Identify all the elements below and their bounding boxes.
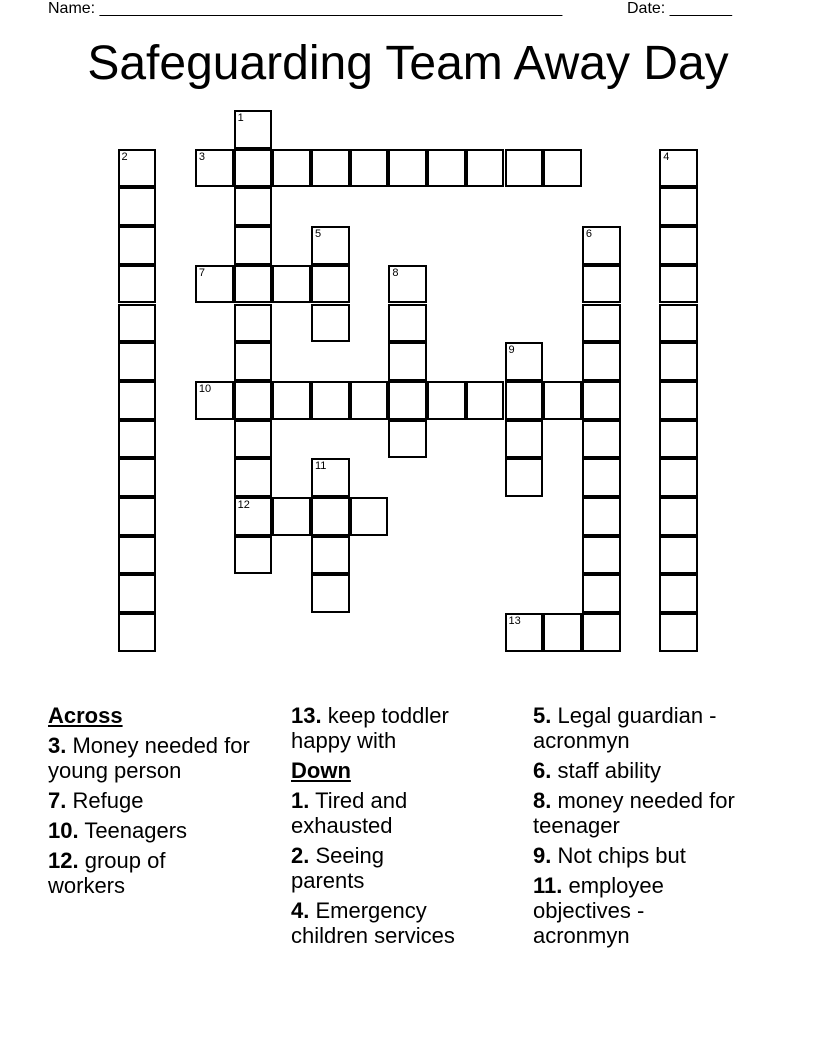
clue-text: Refuge bbox=[72, 788, 144, 813]
crossword-cell[interactable] bbox=[466, 149, 505, 188]
crossword-cell[interactable] bbox=[118, 458, 157, 497]
crossword-cell[interactable] bbox=[234, 536, 273, 575]
crossword-cell[interactable] bbox=[350, 149, 389, 188]
crossword-cell[interactable] bbox=[234, 226, 273, 265]
crossword-cell[interactable] bbox=[311, 265, 350, 304]
crossword-cell[interactable] bbox=[272, 149, 311, 188]
crossword-cell[interactable] bbox=[582, 613, 621, 652]
crossword-cell[interactable] bbox=[311, 458, 350, 497]
crossword-cell[interactable] bbox=[659, 574, 698, 613]
crossword-cell[interactable] bbox=[234, 187, 273, 226]
cell-number: 6 bbox=[585, 228, 593, 241]
crossword-cell[interactable] bbox=[195, 381, 234, 420]
crossword-cell[interactable] bbox=[543, 149, 582, 188]
crossword-cell[interactable] bbox=[118, 342, 157, 381]
crossword-cell[interactable] bbox=[582, 497, 621, 536]
cell-number: 5 bbox=[315, 228, 322, 241]
name-field[interactable]: Name: ____________________________________________________ bbox=[48, 0, 563, 17]
clue-number: 13. bbox=[291, 703, 322, 728]
crossword-cell[interactable] bbox=[311, 149, 350, 188]
clue-text: Not chips but bbox=[557, 843, 686, 868]
crossword-cell[interactable] bbox=[659, 536, 698, 575]
clue-text: Teenagers bbox=[84, 818, 188, 843]
page-title: Safeguarding Team Away Day bbox=[87, 37, 729, 90]
crossword-cell[interactable] bbox=[388, 342, 427, 381]
crossword-cell[interactable] bbox=[388, 149, 427, 188]
clue-text: Money needed for young person bbox=[48, 733, 250, 783]
crossword-cell[interactable] bbox=[118, 574, 157, 613]
crossword-cell[interactable] bbox=[582, 574, 621, 613]
clue-column-3 bbox=[533, 703, 743, 953]
crossword-cell[interactable] bbox=[427, 149, 466, 188]
crossword-cell[interactable] bbox=[234, 420, 273, 459]
clue-column-2 bbox=[291, 703, 491, 953]
crossword-cell[interactable] bbox=[118, 613, 157, 652]
clue-down-5 bbox=[533, 703, 743, 753]
cell-number: 4 bbox=[663, 150, 670, 163]
crossword-cell[interactable] bbox=[311, 574, 350, 613]
crossword-cell[interactable] bbox=[388, 304, 427, 343]
crossword-cell[interactable] bbox=[311, 381, 350, 420]
crossword-cell[interactable] bbox=[659, 265, 698, 304]
crossword-cell[interactable] bbox=[505, 342, 544, 381]
clue-text: employee objectives - acronmyn bbox=[533, 873, 664, 948]
crossword-cell[interactable] bbox=[659, 613, 698, 652]
crossword-cell[interactable] bbox=[311, 304, 350, 343]
crossword-cell[interactable] bbox=[466, 381, 505, 420]
cell-number: 3 bbox=[198, 150, 206, 163]
crossword-cell[interactable] bbox=[195, 149, 234, 188]
crossword-cell[interactable] bbox=[543, 381, 582, 420]
clue-down-6 bbox=[533, 758, 743, 783]
date-field[interactable]: Date: _______ bbox=[627, 0, 732, 17]
crossword-cell[interactable] bbox=[427, 381, 466, 420]
clue-down-9 bbox=[533, 843, 743, 868]
cell-number: 1 bbox=[237, 112, 244, 124]
crossword-cell[interactable] bbox=[659, 149, 698, 188]
clue-across-12 bbox=[48, 848, 208, 898]
crossword-cell[interactable] bbox=[234, 110, 273, 149]
cell-number: 12 bbox=[237, 499, 250, 511]
clue-down-2 bbox=[291, 843, 431, 893]
crossword-cell[interactable] bbox=[118, 536, 157, 575]
crossword-cell[interactable] bbox=[659, 381, 698, 420]
crossword-cell[interactable] bbox=[311, 226, 350, 265]
clue-number: 7. bbox=[48, 788, 67, 813]
clue-text: Legal guardian - acronmyn bbox=[533, 703, 717, 753]
clue-across-3 bbox=[48, 733, 283, 783]
clue-number: 12. bbox=[48, 848, 79, 873]
crossword-cell[interactable] bbox=[234, 304, 273, 343]
crossword-cell[interactable] bbox=[505, 613, 544, 652]
clue-across-7 bbox=[48, 788, 283, 813]
clue-text: money needed for teenager bbox=[533, 788, 735, 838]
crossword-cell[interactable] bbox=[388, 265, 427, 304]
cell-number: 11 bbox=[315, 460, 327, 473]
crossword-cell[interactable] bbox=[234, 342, 273, 381]
clue-down-8 bbox=[533, 788, 743, 838]
clue-text: keep toddler happy with bbox=[291, 703, 449, 753]
crossword-cell[interactable] bbox=[659, 420, 698, 459]
clue-number: 8. bbox=[533, 788, 552, 813]
clue-number: 4. bbox=[291, 898, 310, 923]
clue-text: Emergency children services bbox=[291, 898, 455, 948]
clue-number: 3. bbox=[48, 733, 67, 758]
crossword-cell[interactable] bbox=[659, 342, 698, 381]
crossword-cell[interactable] bbox=[582, 304, 621, 343]
crossword-cell[interactable] bbox=[505, 458, 544, 497]
crossword-cell[interactable] bbox=[388, 420, 427, 459]
crossword-cell[interactable] bbox=[234, 381, 273, 420]
cell-number: 13 bbox=[508, 615, 521, 628]
clue-text: Tired and exhausted bbox=[291, 788, 408, 838]
clue-down-11 bbox=[533, 873, 693, 948]
clue-text: group of workers bbox=[48, 848, 166, 898]
crossword-cell[interactable] bbox=[505, 381, 544, 420]
clue-number: 2. bbox=[291, 843, 310, 868]
crossword-cell[interactable] bbox=[582, 265, 621, 304]
crossword-cell[interactable] bbox=[118, 381, 157, 420]
crossword-cell[interactable] bbox=[272, 265, 311, 304]
down-heading: Down bbox=[291, 758, 351, 783]
crossword-cell[interactable] bbox=[118, 149, 157, 188]
cell-number: 10 bbox=[198, 382, 212, 395]
clue-number: 6. bbox=[533, 758, 552, 783]
clue-text: Seeing parents bbox=[291, 843, 384, 893]
crossword-cell[interactable] bbox=[311, 497, 350, 536]
crossword-cell[interactable] bbox=[311, 536, 350, 575]
crossword-cell[interactable] bbox=[118, 497, 157, 536]
clue-number: 11. bbox=[533, 873, 563, 898]
clue-column-1 bbox=[48, 703, 283, 903]
crossword-cell[interactable] bbox=[659, 226, 698, 265]
clue-number: 10. bbox=[48, 818, 79, 843]
crossword-cell[interactable] bbox=[118, 265, 157, 304]
crossword-cell[interactable] bbox=[272, 381, 311, 420]
crossword-cell[interactable] bbox=[234, 149, 273, 188]
cell-number: 9 bbox=[508, 344, 515, 357]
crossword-cell[interactable] bbox=[659, 497, 698, 536]
crossword-cell[interactable] bbox=[350, 381, 389, 420]
clue-across-13 bbox=[291, 703, 491, 753]
crossword-cell[interactable] bbox=[659, 458, 698, 497]
crossword-cell[interactable] bbox=[543, 613, 582, 652]
crossword-cell[interactable] bbox=[234, 265, 273, 304]
clue-number: 9. bbox=[533, 843, 552, 868]
crossword-cell[interactable] bbox=[195, 265, 234, 304]
cell-number: 8 bbox=[392, 266, 399, 279]
crossword-cell[interactable] bbox=[118, 226, 157, 265]
crossword-cell[interactable] bbox=[118, 304, 157, 343]
crossword-cell[interactable] bbox=[234, 497, 273, 536]
crossword-cell[interactable] bbox=[118, 420, 157, 459]
cell-number: 7 bbox=[198, 266, 206, 279]
clue-down-4 bbox=[291, 898, 491, 948]
clue-number: 1. bbox=[291, 788, 310, 813]
crossword-cell[interactable] bbox=[659, 304, 698, 343]
crossword-cell[interactable] bbox=[388, 381, 427, 420]
crossword-cell[interactable] bbox=[582, 420, 621, 459]
crossword-cell[interactable] bbox=[234, 458, 273, 497]
crossword-cell[interactable] bbox=[582, 536, 621, 575]
crossword-cell[interactable] bbox=[582, 381, 621, 420]
crossword-cell[interactable] bbox=[118, 187, 157, 226]
clue-across-10 bbox=[48, 818, 283, 843]
crossword-cell[interactable] bbox=[582, 226, 621, 265]
clue-text: staff ability bbox=[557, 758, 662, 783]
crossword-cell[interactable] bbox=[505, 420, 544, 459]
clue-down-1 bbox=[291, 788, 451, 838]
clue-number: 5. bbox=[533, 703, 552, 728]
cell-number: 2 bbox=[121, 150, 128, 163]
crossword-cell[interactable] bbox=[505, 149, 544, 188]
crossword-cell[interactable] bbox=[582, 458, 621, 497]
crossword-cell[interactable] bbox=[659, 187, 698, 226]
across-heading: Across bbox=[48, 703, 123, 728]
crossword-cell[interactable] bbox=[272, 497, 311, 536]
crossword-cell[interactable] bbox=[582, 342, 621, 381]
crossword-cell[interactable] bbox=[350, 497, 389, 536]
